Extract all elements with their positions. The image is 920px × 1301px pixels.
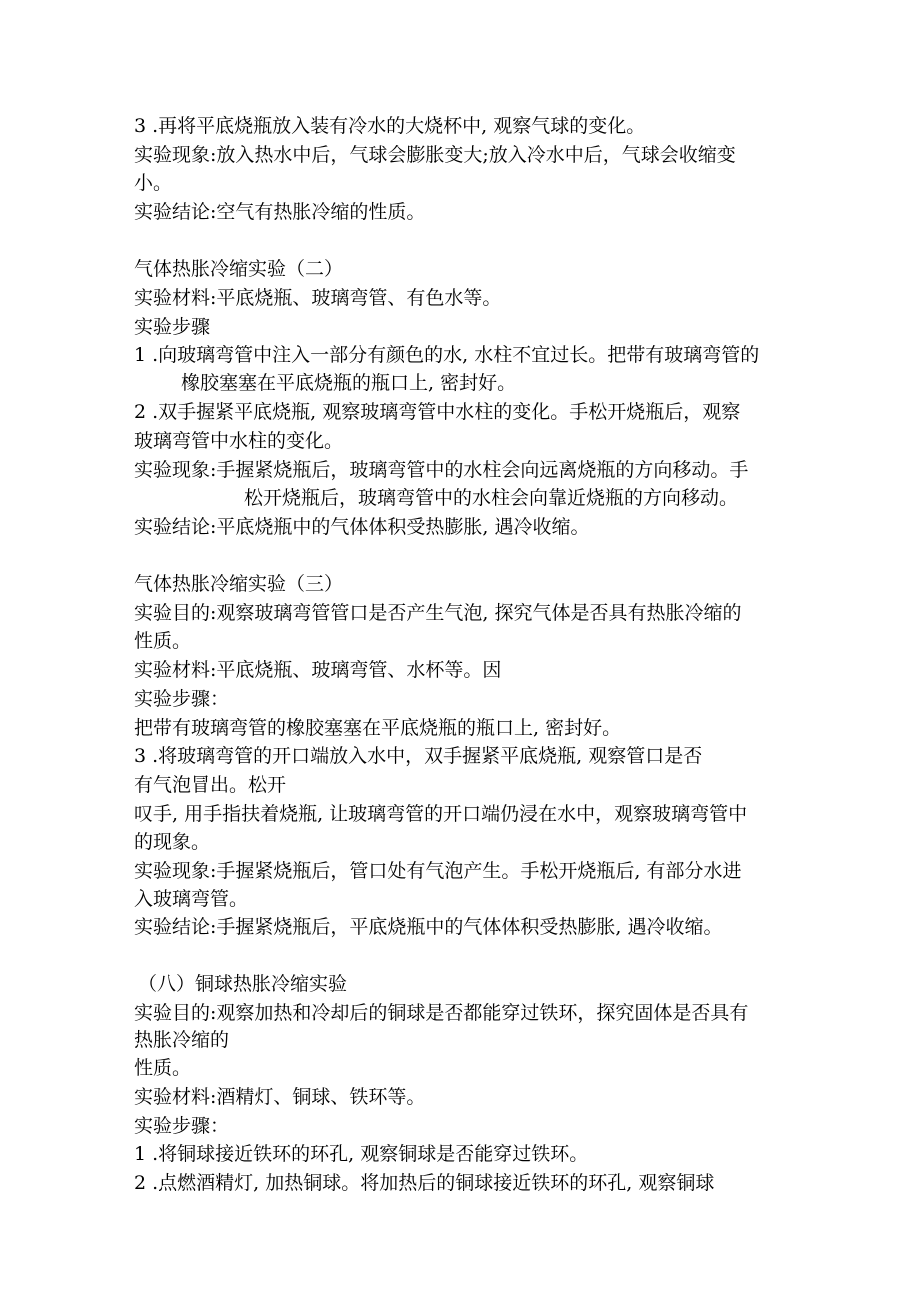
step-stopper-line: 把带有玻璃弯管的橡胶塞塞在平底烧瓶的瓶口上, 密封好。	[134, 717, 622, 739]
conclusion-line: 实验结论:空气有热胀冷缩的性质。	[134, 201, 426, 223]
step-1-line-2: 橡胶塞塞在平底烧瓶的瓶口上, 密封好。	[181, 372, 517, 394]
phenomenon-line-1: 实验现象:手握紧烧瓶后，管口处有气泡产生。手松开烧瓶后, 有部分水进	[134, 860, 742, 882]
step-2-line-1: 2 .双手握紧平底烧瓶, 观察玻璃弯管中水柱的变化。手松开烧瓶后，观察	[134, 401, 741, 423]
phenomenon-line-2: 松开烧瓶后，玻璃弯管中的水柱会向靠近烧瓶的方向移动。	[244, 487, 739, 509]
conclusion-line: 实验结论:平底烧瓶中的气体体积受热膨胀, 遇冷收缩。	[134, 516, 590, 538]
section-heading-3: 气体热胀冷缩实验（三）	[134, 573, 344, 595]
steps-label: 实验步骤	[134, 316, 211, 338]
purpose-line-1: 实验目的:观察玻璃弯管管口是否产生气泡, 探究气体是否具有热胀冷缩的	[134, 602, 742, 624]
materials-line: 实验材料:平底烧瓶、玻璃弯管、水杯等。因	[134, 659, 502, 681]
conclusion-line: 实验结论:手握紧烧瓶后，平底烧瓶中的气体体积受热膨胀, 遇冷收缩。	[134, 916, 723, 938]
step-2-line: 2 .点燃酒精灯, 加热铜球。将加热后的铜球接近铁环的环孔, 观察铜球	[134, 1172, 715, 1194]
step-2-line-2: 玻璃弯管中水柱的变化。	[134, 430, 344, 452]
phenomenon-line-1: 实验现象:放入热水中后，气球会膨胀变大;放入冷水中后，气球会收缩变	[134, 144, 736, 166]
section-heading-2: 气体热胀冷缩实验（二）	[134, 258, 344, 280]
purpose-line-1: 实验目的:观察加热和冷却后的铜球是否都能穿过铁环，探究固体是否具有	[134, 1002, 749, 1024]
phenomenon-line-2: 小。	[134, 172, 173, 194]
step-3-line-3: 叹手, 用手指扶着烧瓶, 让玻璃弯管的开口端仍浸在水中，观察玻璃弯管中	[134, 803, 748, 825]
materials-line: 实验材料:平底烧瓶、玻璃弯管、有色水等。	[134, 287, 502, 309]
step-3-line-2: 有气泡冒出。松开	[134, 774, 287, 796]
section-heading-8: （八）铜球热胀冷缩实验	[138, 973, 348, 995]
phenomenon-line-1: 实验现象:手握紧烧瓶后，玻璃弯管中的水柱会向远离烧瓶的方向移动。手	[134, 459, 749, 481]
step-3-cold-water: 3 .再将平底烧瓶放入装有冷水的大烧杯中, 观察气球的变化。	[134, 115, 646, 137]
steps-label: 实验步骤：	[134, 1115, 230, 1137]
step-3-line-1: 3 .将玻璃弯管的开口端放入水中，双手握紧平底烧瓶, 观察管口是否	[134, 745, 703, 767]
steps-label: 实验步骤：	[134, 688, 230, 710]
step-3-line-4: 的现象。	[134, 831, 211, 853]
purpose-line-2: 热胀冷缩的	[134, 1029, 230, 1051]
phenomenon-line-2: 入玻璃弯管。	[134, 888, 249, 910]
purpose-line-3: 性质。	[134, 1057, 192, 1079]
step-1-line-1: 1 .向玻璃弯管中注入一部分有颜色的水, 水柱不宜过长。把带有玻璃弯管的	[134, 344, 760, 366]
purpose-line-2: 性质。	[134, 630, 192, 652]
materials-line: 实验材料:酒精灯、铜球、铁环等。	[134, 1086, 426, 1108]
step-1-line: 1 .将铜球接近铁环的环孔, 观察铜球是否能穿过铁环。	[134, 1143, 589, 1165]
